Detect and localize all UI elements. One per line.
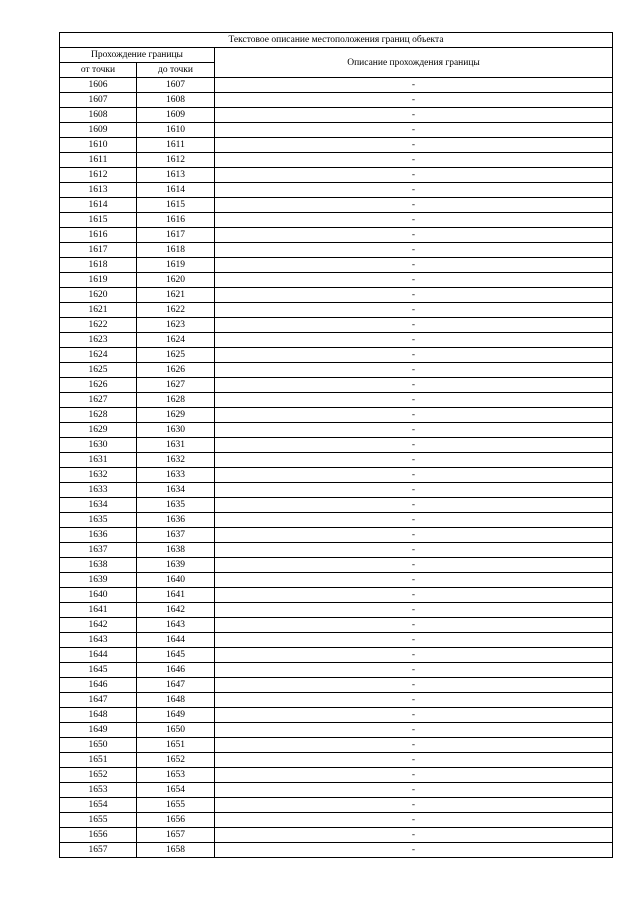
cell-description: - — [215, 813, 613, 828]
table-row — [60, 633, 613, 648]
header-from-point: от точки — [60, 63, 137, 78]
table-row — [60, 618, 613, 633]
table-row — [60, 168, 613, 183]
cell-from-point: 1648 — [60, 708, 137, 723]
cell-description: - — [215, 318, 613, 333]
cell-to-point: 1621 — [137, 288, 215, 303]
cell-from-point: 1617 — [60, 243, 137, 258]
cell-to-point: 1657 — [137, 828, 215, 843]
cell-from-point: 1613 — [60, 183, 137, 198]
cell-to-point: 1638 — [137, 543, 215, 558]
cell-from-point: 1614 — [60, 198, 137, 213]
cell-to-point: 1641 — [137, 588, 215, 603]
table-row — [60, 408, 613, 423]
cell-from-point: 1608 — [60, 108, 137, 123]
cell-to-point: 1658 — [137, 843, 215, 858]
cell-from-point: 1655 — [60, 813, 137, 828]
cell-from-point: 1647 — [60, 693, 137, 708]
cell-from-point: 1625 — [60, 363, 137, 378]
cell-from-point: 1632 — [60, 468, 137, 483]
cell-description: - — [215, 288, 613, 303]
cell-from-point: 1652 — [60, 768, 137, 783]
cell-from-point: 1634 — [60, 498, 137, 513]
table-row — [60, 723, 613, 738]
cell-to-point: 1646 — [137, 663, 215, 678]
cell-to-point: 1614 — [137, 183, 215, 198]
table-row — [60, 648, 613, 663]
cell-from-point: 1620 — [60, 288, 137, 303]
cell-to-point: 1622 — [137, 303, 215, 318]
table-row — [60, 363, 613, 378]
cell-description: - — [215, 798, 613, 813]
cell-from-point: 1637 — [60, 543, 137, 558]
table-row — [60, 453, 613, 468]
cell-to-point: 1656 — [137, 813, 215, 828]
cell-description: - — [215, 468, 613, 483]
table-row — [60, 738, 613, 753]
cell-description: - — [215, 213, 613, 228]
cell-from-point: 1609 — [60, 123, 137, 138]
cell-description: - — [215, 573, 613, 588]
cell-description: - — [215, 333, 613, 348]
table-row — [60, 78, 613, 93]
cell-from-point: 1653 — [60, 783, 137, 798]
table-row — [60, 273, 613, 288]
cell-description: - — [215, 498, 613, 513]
cell-to-point: 1632 — [137, 453, 215, 468]
table-row — [60, 258, 613, 273]
table-title: Текстовое описание местоположения границ объекта — [60, 33, 613, 48]
cell-from-point: 1628 — [60, 408, 137, 423]
cell-description: - — [215, 258, 613, 273]
cell-to-point: 1627 — [137, 378, 215, 393]
cell-to-point: 1652 — [137, 753, 215, 768]
table-row — [60, 438, 613, 453]
cell-from-point: 1626 — [60, 378, 137, 393]
table-row — [60, 678, 613, 693]
cell-to-point: 1611 — [137, 138, 215, 153]
table-row — [60, 588, 613, 603]
table-row — [60, 768, 613, 783]
table-row — [60, 828, 613, 843]
cell-from-point: 1641 — [60, 603, 137, 618]
cell-to-point: 1645 — [137, 648, 215, 663]
table-row — [60, 348, 613, 363]
cell-description: - — [215, 633, 613, 648]
cell-to-point: 1623 — [137, 318, 215, 333]
table-row — [60, 558, 613, 573]
cell-description: - — [215, 768, 613, 783]
cell-from-point: 1624 — [60, 348, 137, 363]
table-row — [60, 483, 613, 498]
cell-description: - — [215, 108, 613, 123]
cell-description: - — [215, 693, 613, 708]
cell-to-point: 1634 — [137, 483, 215, 498]
cell-to-point: 1630 — [137, 423, 215, 438]
cell-description: - — [215, 588, 613, 603]
cell-description: - — [215, 738, 613, 753]
cell-from-point: 1644 — [60, 648, 137, 663]
cell-description: - — [215, 603, 613, 618]
cell-from-point: 1621 — [60, 303, 137, 318]
cell-to-point: 1616 — [137, 213, 215, 228]
table-row — [60, 783, 613, 798]
table-row — [60, 663, 613, 678]
cell-to-point: 1625 — [137, 348, 215, 363]
cell-description: - — [215, 228, 613, 243]
table-row — [60, 318, 613, 333]
cell-to-point: 1626 — [137, 363, 215, 378]
cell-from-point: 1619 — [60, 273, 137, 288]
cell-description: - — [215, 423, 613, 438]
cell-from-point: 1656 — [60, 828, 137, 843]
cell-description: - — [215, 618, 613, 633]
cell-to-point: 1631 — [137, 438, 215, 453]
cell-description: - — [215, 273, 613, 288]
table-row — [60, 183, 613, 198]
cell-description: - — [215, 543, 613, 558]
cell-from-point: 1606 — [60, 78, 137, 93]
cell-to-point: 1642 — [137, 603, 215, 618]
table-row — [60, 693, 613, 708]
cell-to-point: 1650 — [137, 723, 215, 738]
cell-to-point: 1617 — [137, 228, 215, 243]
cell-description: - — [215, 663, 613, 678]
table-row — [60, 708, 613, 723]
cell-from-point: 1635 — [60, 513, 137, 528]
table-row — [60, 753, 613, 768]
table-row — [60, 213, 613, 228]
cell-description: - — [215, 78, 613, 93]
table-row — [60, 468, 613, 483]
cell-description: - — [215, 828, 613, 843]
cell-to-point: 1643 — [137, 618, 215, 633]
cell-to-point: 1619 — [137, 258, 215, 273]
cell-to-point: 1648 — [137, 693, 215, 708]
cell-from-point: 1651 — [60, 753, 137, 768]
cell-from-point: 1638 — [60, 558, 137, 573]
cell-to-point: 1644 — [137, 633, 215, 648]
cell-to-point: 1618 — [137, 243, 215, 258]
cell-from-point: 1622 — [60, 318, 137, 333]
cell-from-point: 1643 — [60, 633, 137, 648]
cell-description: - — [215, 243, 613, 258]
cell-to-point: 1647 — [137, 678, 215, 693]
cell-from-point: 1618 — [60, 258, 137, 273]
cell-description: - — [215, 513, 613, 528]
cell-description: - — [215, 648, 613, 663]
table-row — [60, 798, 613, 813]
cell-to-point: 1637 — [137, 528, 215, 543]
cell-to-point: 1649 — [137, 708, 215, 723]
boundary-table — [59, 32, 613, 858]
cell-description: - — [215, 528, 613, 543]
cell-from-point: 1657 — [60, 843, 137, 858]
cell-from-point: 1612 — [60, 168, 137, 183]
cell-to-point: 1609 — [137, 108, 215, 123]
table-row — [60, 198, 613, 213]
header-to-point: до точки — [137, 63, 215, 78]
cell-description: - — [215, 168, 613, 183]
cell-description: - — [215, 723, 613, 738]
cell-from-point: 1650 — [60, 738, 137, 753]
cell-from-point: 1627 — [60, 393, 137, 408]
cell-to-point: 1635 — [137, 498, 215, 513]
cell-to-point: 1654 — [137, 783, 215, 798]
cell-to-point: 1653 — [137, 768, 215, 783]
cell-to-point: 1651 — [137, 738, 215, 753]
cell-from-point: 1645 — [60, 663, 137, 678]
cell-from-point: 1623 — [60, 333, 137, 348]
cell-description: - — [215, 183, 613, 198]
cell-description: - — [215, 198, 613, 213]
table-row — [60, 123, 613, 138]
table-row — [60, 138, 613, 153]
cell-to-point: 1628 — [137, 393, 215, 408]
table-row — [60, 333, 613, 348]
cell-to-point: 1612 — [137, 153, 215, 168]
table-row — [60, 513, 613, 528]
cell-to-point: 1639 — [137, 558, 215, 573]
table-row — [60, 603, 613, 618]
table-row — [60, 528, 613, 543]
table-row — [60, 303, 613, 318]
header-description: Описание прохождения границы — [215, 48, 613, 78]
cell-description: - — [215, 378, 613, 393]
cell-from-point: 1631 — [60, 453, 137, 468]
table-row — [60, 108, 613, 123]
cell-description: - — [215, 303, 613, 318]
cell-from-point: 1649 — [60, 723, 137, 738]
table-body — [60, 78, 613, 858]
cell-to-point: 1636 — [137, 513, 215, 528]
cell-to-point: 1633 — [137, 468, 215, 483]
cell-to-point: 1613 — [137, 168, 215, 183]
cell-description: - — [215, 453, 613, 468]
table-row — [60, 393, 613, 408]
table-row — [60, 378, 613, 393]
cell-description: - — [215, 363, 613, 378]
table-row — [60, 573, 613, 588]
table-row — [60, 498, 613, 513]
table-row — [60, 843, 613, 858]
cell-description: - — [215, 708, 613, 723]
cell-from-point: 1607 — [60, 93, 137, 108]
header-boundary-passage: Прохождение границы — [60, 48, 215, 63]
cell-from-point: 1636 — [60, 528, 137, 543]
cell-from-point: 1642 — [60, 618, 137, 633]
cell-from-point: 1633 — [60, 483, 137, 498]
cell-description: - — [215, 783, 613, 798]
cell-to-point: 1620 — [137, 273, 215, 288]
cell-to-point: 1640 — [137, 573, 215, 588]
cell-from-point: 1640 — [60, 588, 137, 603]
cell-to-point: 1624 — [137, 333, 215, 348]
cell-to-point: 1608 — [137, 93, 215, 108]
cell-to-point: 1607 — [137, 78, 215, 93]
table-row — [60, 93, 613, 108]
cell-description: - — [215, 93, 613, 108]
cell-description: - — [215, 843, 613, 858]
table-row — [60, 228, 613, 243]
cell-to-point: 1610 — [137, 123, 215, 138]
table-row — [60, 153, 613, 168]
table-row — [60, 813, 613, 828]
table-row — [60, 423, 613, 438]
cell-to-point: 1615 — [137, 198, 215, 213]
cell-from-point: 1630 — [60, 438, 137, 453]
cell-description: - — [215, 153, 613, 168]
cell-description: - — [215, 558, 613, 573]
cell-from-point: 1646 — [60, 678, 137, 693]
cell-from-point: 1616 — [60, 228, 137, 243]
table-row — [60, 288, 613, 303]
cell-from-point: 1610 — [60, 138, 137, 153]
cell-description: - — [215, 753, 613, 768]
cell-from-point: 1615 — [60, 213, 137, 228]
cell-to-point: 1655 — [137, 798, 215, 813]
cell-description: - — [215, 123, 613, 138]
cell-from-point: 1629 — [60, 423, 137, 438]
cell-description: - — [215, 438, 613, 453]
cell-from-point: 1611 — [60, 153, 137, 168]
cell-description: - — [215, 348, 613, 363]
cell-description: - — [215, 483, 613, 498]
cell-description: - — [215, 408, 613, 423]
cell-description: - — [215, 138, 613, 153]
table-row — [60, 243, 613, 258]
cell-from-point: 1654 — [60, 798, 137, 813]
cell-description: - — [215, 678, 613, 693]
cell-description: - — [215, 393, 613, 408]
table-row — [60, 543, 613, 558]
cell-to-point: 1629 — [137, 408, 215, 423]
cell-from-point: 1639 — [60, 573, 137, 588]
